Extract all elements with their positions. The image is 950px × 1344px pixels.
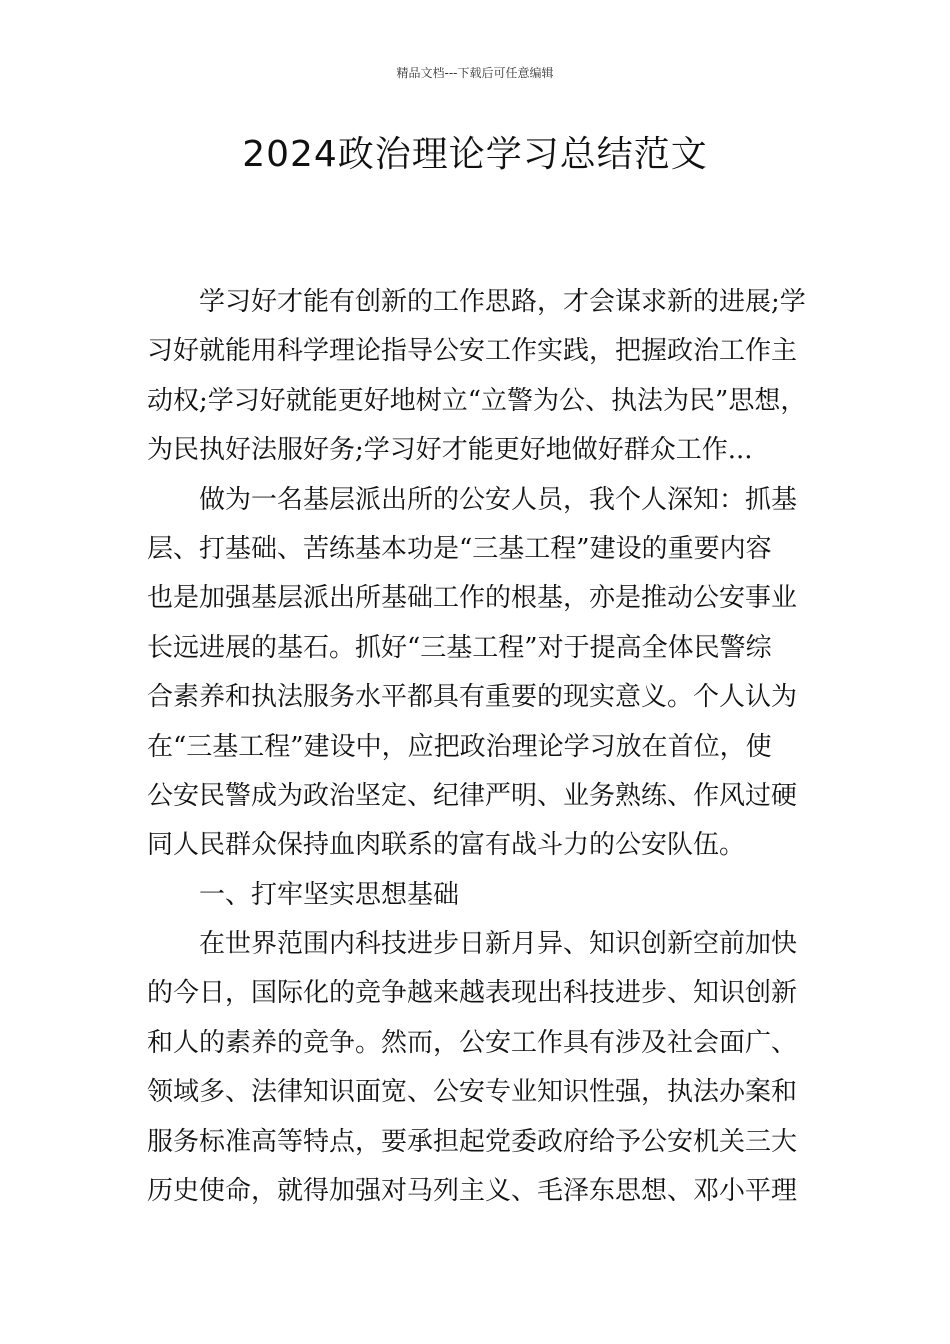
paragraph-line: 学习好才能有创新的工作思路，才会谋求新的进展;学 xyxy=(199,287,806,317)
paragraph-line: 为民执好法服好务;学习好才能更好地做好群众工作... xyxy=(147,435,753,466)
paragraph-line: 历史使命，就得加强对马列主义、毛泽东思想、邓小平理 xyxy=(147,1176,798,1207)
paragraph-line: 长远进展的基石。抓好“三基工程”对于提高全体民警综 xyxy=(147,632,772,663)
document-body xyxy=(147,278,807,1216)
paragraph-line: 服务标准高等特点，要承担起党委政府给予公安机关三大 xyxy=(147,1126,798,1157)
paragraph-line: 的今日，国际化的竞争越来越表现出科技进步、知识创新 xyxy=(147,978,798,1009)
paragraph-line: 在世界范围内科技进步日新月异、知识创新空前加快 xyxy=(199,929,798,960)
paragraph-line: 也是加强基层派出所基础工作的根基，亦是推动公安事业 xyxy=(147,583,798,614)
paragraph-line: 动权;学习好就能更好地树立“立警为公、执法为民”思想， xyxy=(147,385,807,416)
paragraph-line: 合素养和执法服务水平都具有重要的现实意义。个人认为 xyxy=(147,682,798,713)
section-heading: 一、打牢坚实思想基础 xyxy=(199,879,460,910)
paragraph-line: 做为一名基层派出所的公安人员，我个人深知：抓基 xyxy=(199,484,798,515)
document-title: 2024政治理论学习总结范文 xyxy=(242,134,708,175)
paragraph-line: 领域多、法律知识面宽、公安专业知识性强，执法办案和 xyxy=(147,1077,798,1108)
paragraph-line: 习好就能用科学理论指导公安工作实践，把握政治工作主 xyxy=(147,336,798,367)
page-header: 精品文档---下载后可任意编辑 xyxy=(396,66,554,80)
paragraph-line: 公安民警成为政治坚定、纪律严明、业务熟练、作风过硬 xyxy=(147,780,798,811)
paragraph-line: 和人的素养的竞争。然而，公安工作具有涉及社会面广、 xyxy=(147,1027,798,1058)
paragraph-line: 层、打基础、苦练基本功是“三基工程”建设的重要内容 xyxy=(147,533,772,564)
paragraph-line: 同人民群众保持血肉联系的富有战斗力的公安队伍。 xyxy=(147,830,746,861)
paragraph-line: 在“三基工程”建设中，应把政治理论学习放在首位，使 xyxy=(147,731,772,762)
